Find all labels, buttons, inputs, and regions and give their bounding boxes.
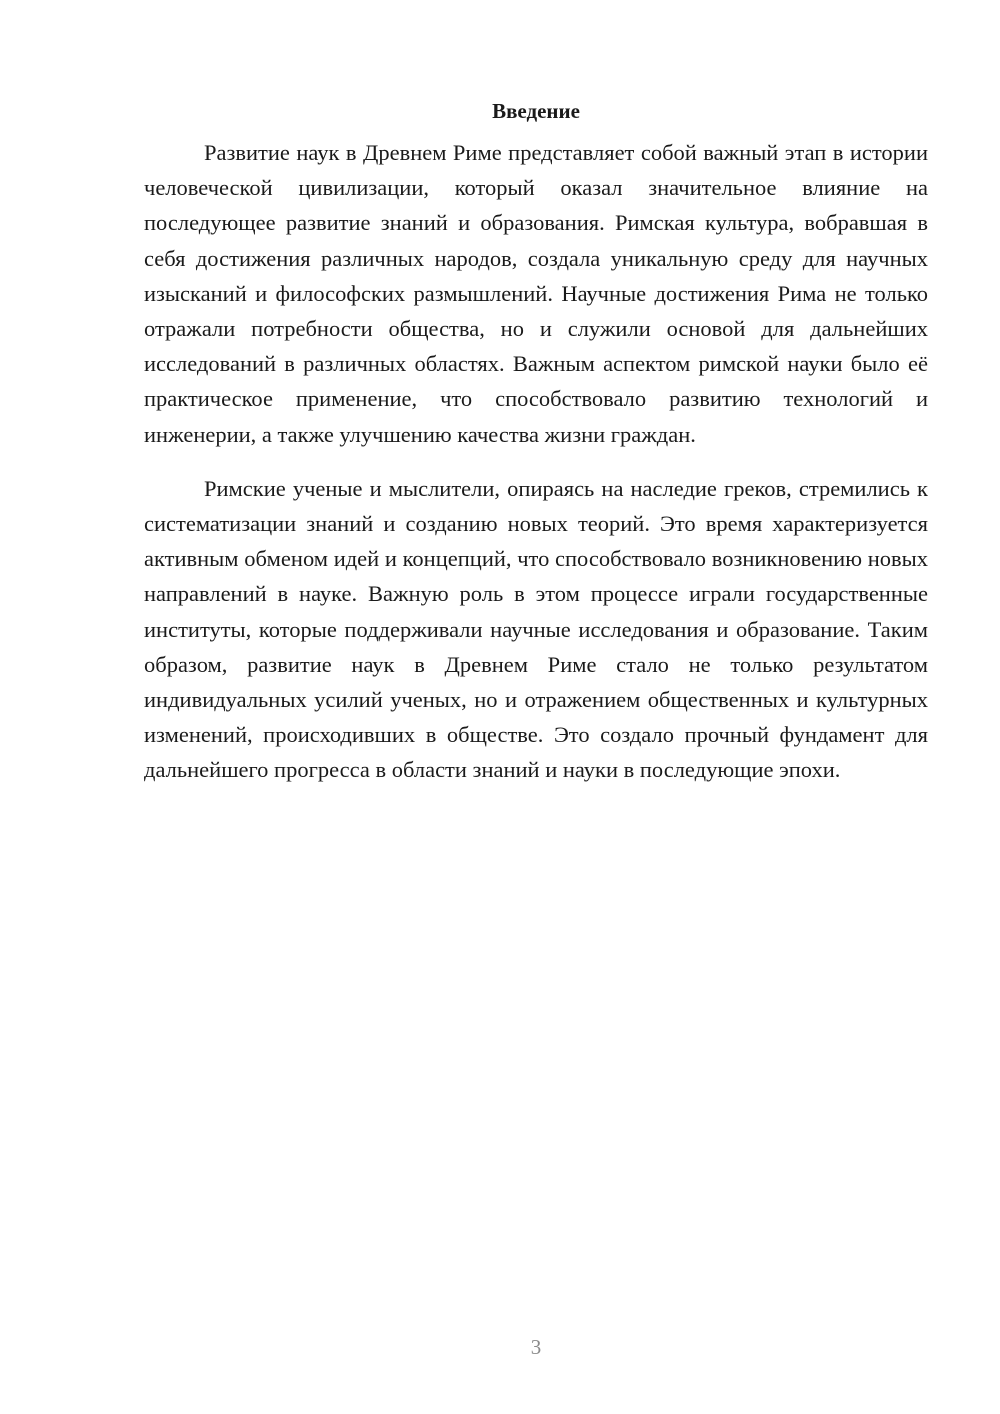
section-heading: Введение [492,99,580,123]
paragraph-2: Римские ученые и мыслители, опираясь на наследие греков, стремились к систематизации знаний и созданию новых теорий. Это время характеризуется активным обменом идей и концепций, что способствовало возникновению новых направлений в науке. Важную роль в этом процессе играли государственные институты, которые поддерживали научные исследования и образование. Таким образом, развитие наук в Древнем Риме стало не только результатом индивидуальных усилий ученых, но и отражением общественных и культурных изменений, происходивших в обществе. Это создало прочный фундамент для дальнейшего прогресса в области знаний и науки в последующие эпохи. [144,475,928,783]
page-number: 3 [530,1335,542,1359]
page-content [144,96,928,788]
paragraph-1: Развитие наук в Древнем Риме представляет собой важный этап в истории человеческой цивилизации, который оказал значительное влияние на последующее развитие знаний и образования. Римская культура, вобравшая в себя достижения различных народов, создала уникальную среду для научных изысканий и философских размышлений. Научные достижения Рима не только отражали потребности общества, но и служили основой для дальнейших исследований в различных областях. Важным аспектом римской науки было её практическое применение, что способствовало развитию технологий и инженерии, а также улучшению качества жизни граждан. [144,140,928,447]
